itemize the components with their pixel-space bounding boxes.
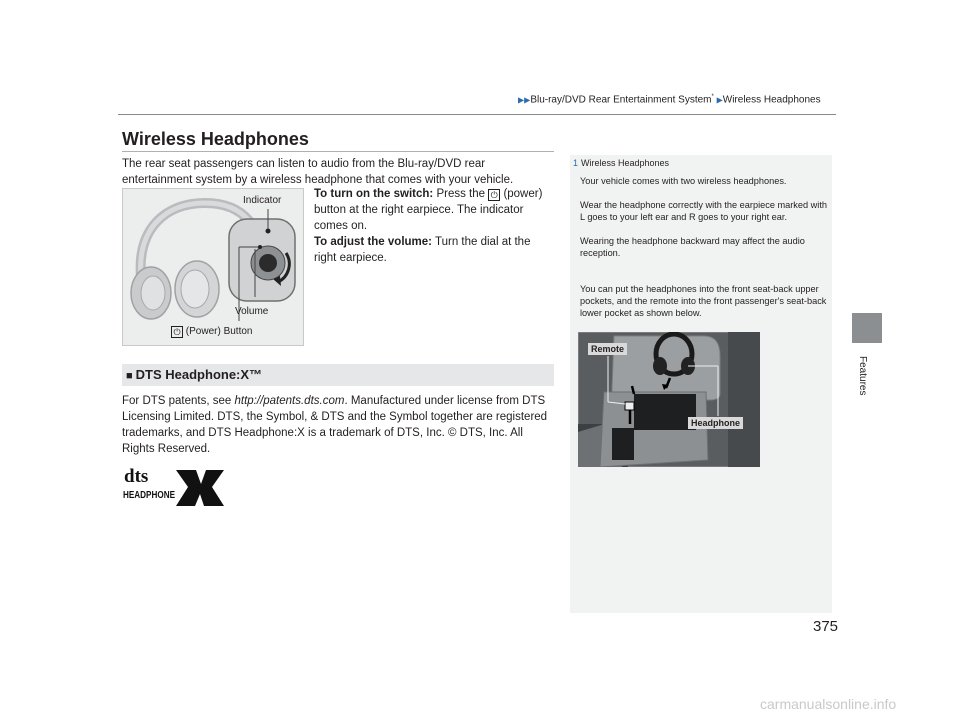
breadcrumb-arrow-icon: ▶▶ [518, 95, 531, 105]
dts-text-b: . Manufactured under license from DTS Licensing Limited. DTS, the Symbol, & DTS and the Symbol together are registered trademarks, and DTS Headphone:X is a trademark of DTS, Inc. © DTS, Inc. All Rights Reserved. [122, 395, 548, 455]
logo-headphone-text: HEADPHONE [123, 489, 175, 501]
indicator-label: Indicator [243, 195, 282, 206]
step-turn-on [314, 186, 554, 234]
note-paragraph-4: You can put the headphones into the front seat-back upper pockets, and the remote into the front passenger's seat-back lower pocket as shown below. [580, 284, 827, 318]
step-volume [314, 234, 554, 266]
step-turn-on-title: To turn on the switch: [314, 188, 434, 200]
subsection-heading [122, 364, 554, 386]
chapter-tab[interactable] [852, 313, 882, 343]
volume-label: Volume [235, 306, 269, 317]
note-paragraph-2: Wear the headphone correctly with the earpiece marked with L goes to your left ear and R goes to your right ear. [580, 200, 828, 222]
headphone-drawing [123, 189, 305, 347]
note-heading-text: Wireless Headphones [581, 158, 670, 168]
optional-feature-mark: * [711, 94, 714, 100]
step-volume-text: Turn the dial at the right earpiece. [314, 236, 531, 264]
dts-paragraph [122, 393, 556, 457]
note-paragraph-3: Wearing the headphone backward may affect the audio reception. [580, 236, 805, 258]
breadcrumb-item-system[interactable]: Blu-ray/DVD Rear Entertainment System [530, 94, 712, 106]
remote-label: Remote [588, 343, 627, 355]
dts-text-a: For DTS patents, see [122, 395, 235, 407]
title-divider [122, 151, 554, 152]
page-title: Wireless Headphones [122, 129, 309, 149]
breadcrumb [518, 94, 821, 105]
subsection-title: DTS Headphone:X™ [135, 367, 263, 382]
step-volume-title: To adjust the volume: [314, 236, 432, 248]
header-divider [118, 114, 836, 115]
headphone-illustration [122, 188, 304, 346]
note-heading [573, 158, 669, 168]
breadcrumb-arrow-icon: ▶ [716, 95, 723, 105]
dts-headphone-x-logo [122, 466, 226, 513]
logo-dts-text: dts [124, 466, 149, 487]
headphone-label: Headphone [688, 417, 743, 429]
intro-paragraph: The rear seat passengers can listen to audio from the Blu-ray/DVD rear entertainment system by a wireless headphone that comes with your vehicle. [122, 158, 514, 186]
page-number: 375 [813, 618, 839, 635]
breadcrumb-item-current: Wireless Headphones [722, 94, 821, 106]
note-ref-number: 1 [573, 158, 579, 168]
chapter-tab-label: Features [857, 356, 868, 396]
note-paragraph-1: Your vehicle comes with two wireless headphones. [580, 176, 787, 186]
step-turn-on-text-b: (power) button at the right earpiece. The indicator comes on. [314, 188, 543, 232]
seatback-storage-photo [578, 332, 760, 467]
step-turn-on-text-a: Press the [436, 188, 486, 200]
power-button-label [171, 326, 252, 338]
logo-x-mark [176, 470, 224, 506]
site-watermark: carmanualsonline.info [760, 696, 897, 712]
section-marker-icon: ■ [126, 370, 133, 382]
power-icon: ⏻ [171, 326, 183, 338]
power-button-label-text: (Power) Button [185, 326, 253, 337]
power-icon: ⏻ [488, 189, 500, 201]
dts-patents-link[interactable]: http://patents.dts.com [234, 395, 345, 407]
